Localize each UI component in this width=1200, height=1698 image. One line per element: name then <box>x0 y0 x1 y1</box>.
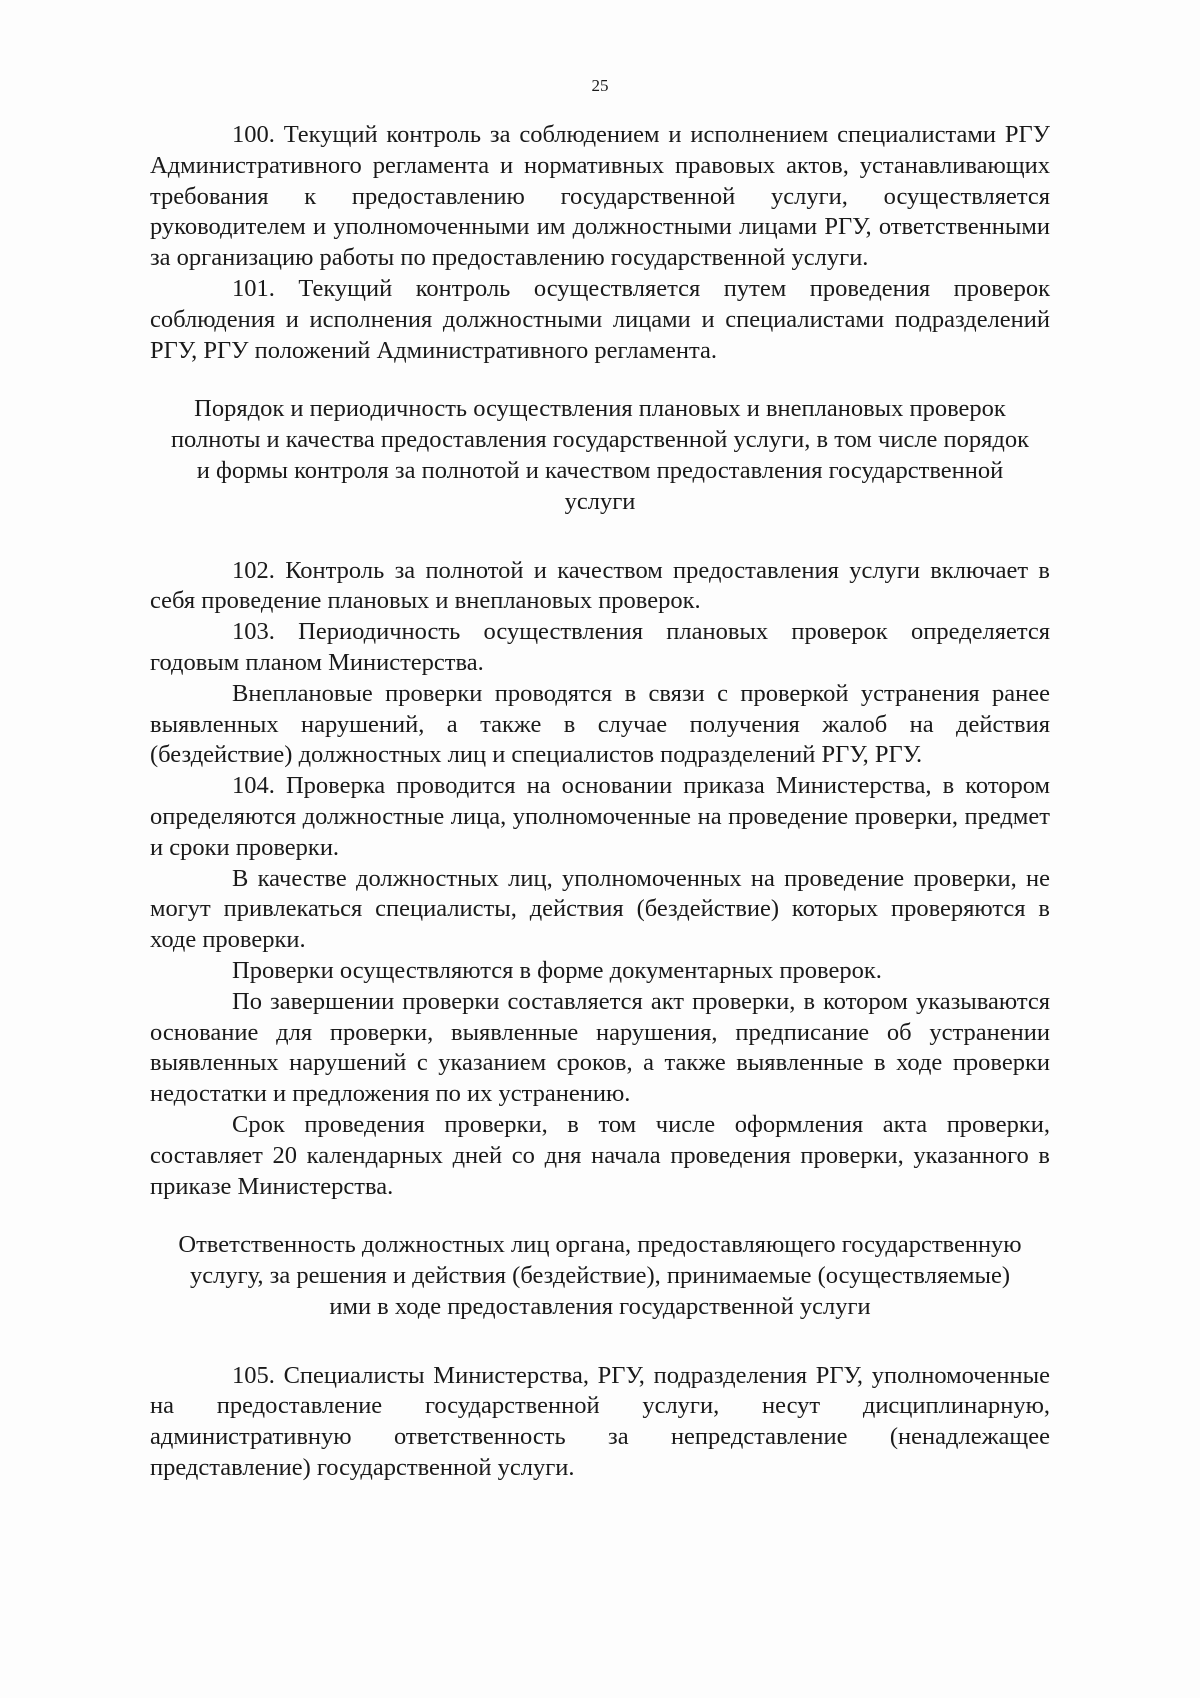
paragraph-103: 103. Периодичность осуществления плановых проверок определяется годовым планом Министерства. <box>150 618 1050 676</box>
document-body <box>150 120 1050 1484</box>
page-number: 25 <box>591 76 609 95</box>
section-heading-responsibility: Ответственность должностных лиц органа, предоставляющего государственную услугу, за решения и действия (бездействие), принимаемые (осуществляемые) ими в ходе предоставления государственной услуги <box>178 1231 1022 1320</box>
paragraph-unscheduled-inspections: Внеплановые проверки проводятся в связи с проверкой устранения ранее выявленных нарушений, а также в случае получения жалоб на действия (бездействие) должностных лиц и специалистов подразделений РГУ, РГУ. <box>150 679 1050 769</box>
paragraph-inspectors: В качестве должностных лиц, уполномоченных на проведение проверки, не могут привлекаться специалисты, действия (бездействие) которых проверяются в ходе проверки. <box>150 864 1050 954</box>
paragraph-104: 104. Проверка проводится на основании приказа Министерства, в котором определяются должностные лица, уполномоченные на проведение проверки, предмет и сроки проверки. <box>150 772 1050 861</box>
paragraph-inspection-act: По завершении проверки составляется акт проверки, в котором указываются основание для проверки, выявленные нарушения, предписание об устранении выявленных нарушений с указанием сроков, а также выявленные в ходе проверки недостатки и предложения по их устранению. <box>150 987 1050 1108</box>
paragraph-100: 100. Текущий контроль за соблюдением и исполнением специалистами РГУ Административного регламента и нормативных правовых актов, устанавливающих требования к предоставлению государственной услуги, осуществляется руководителем и уполномоченными им должностными лицами РГУ, ответственными за организацию работы по предоставлению государственной услуги. <box>150 121 1050 272</box>
section-heading-inspections: Порядок и периодичность осуществления плановых и внеплановых проверок полноты и качества предоставления государственной услуги, в том числе порядок и формы контроля за полнотой и качеством предоставления государственной услуги <box>170 395 1030 515</box>
paragraph-101: 101. Текущий контроль осуществляется путем проведения проверок соблюдения и исполнения должностными лицами и специалистами подразделений РГУ, РГУ положений Административного регламента. <box>150 274 1050 364</box>
paragraph-documentary-form: Проверки осуществляются в форме документарных проверок. <box>232 956 882 984</box>
paragraph-105: 105. Специалисты Министерства, РГУ, подразделения РГУ, уполномоченные на предоставление государственной услуги, несут дисциплинарную, административную ответственность за непредставление (ненадлежащее представление) государственной услуги. <box>150 1361 1050 1482</box>
paragraph-102: 102. Контроль за полнотой и качеством предоставления услуги включает в себя проведение плановых и внеплановых проверок. <box>150 556 1050 615</box>
paragraph-inspection-term: Срок проведения проверки, в том числе оформления акта проверки, составляет 20 календарных дней со дня начала проведения проверки, указанного в приказе Министерства. <box>150 1110 1050 1200</box>
